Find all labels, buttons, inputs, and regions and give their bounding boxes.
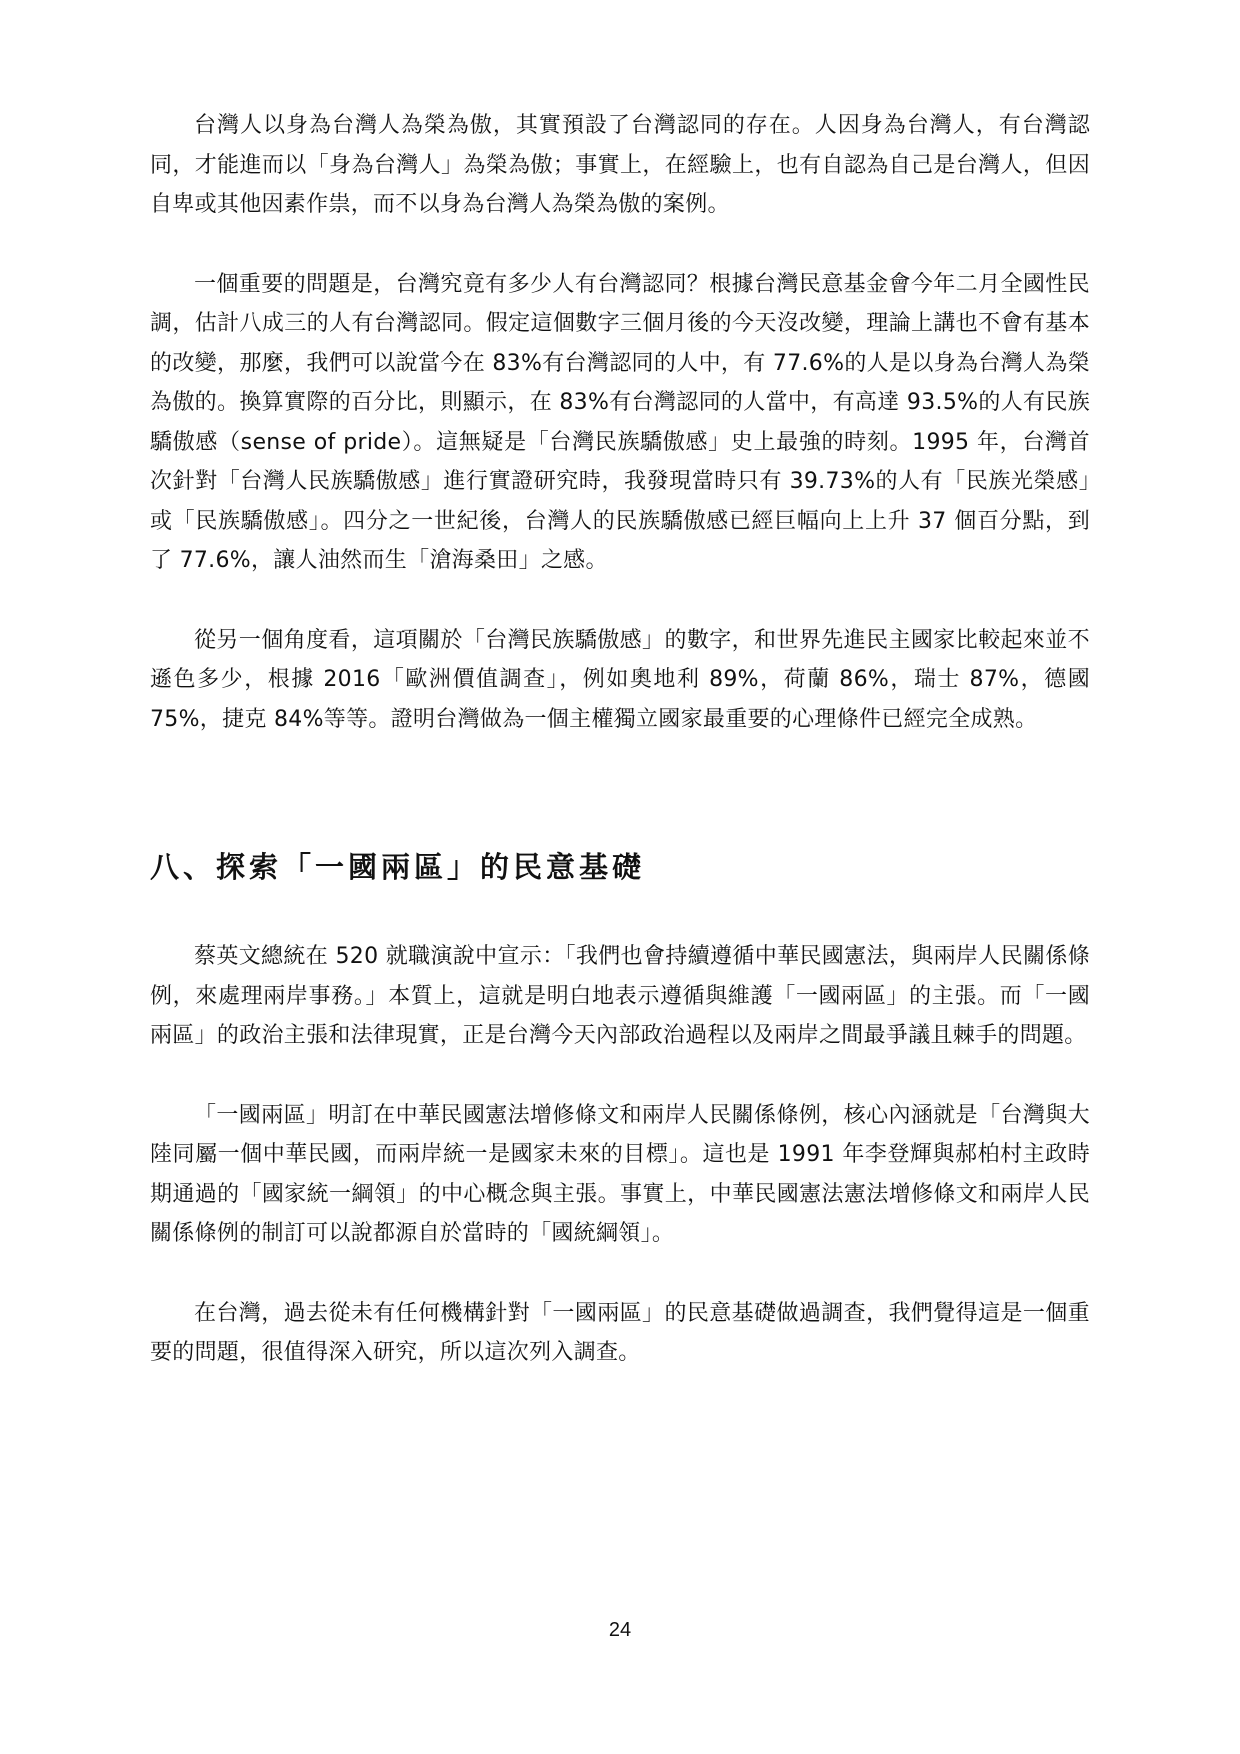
page-number: 24 [608, 1619, 632, 1641]
body-paragraph: 台灣人以身為台灣人為榮為傲，其實預設了台灣認同的存在。人因身為台灣人，有台灣認同，才能進而以「身為台灣人」為榮為傲；事實上，在經驗上，也有自認為自己是台灣人，但因自卑或其他因素作祟，而不以身為台灣人為榮為傲的案例。 [150, 113, 1090, 217]
paragraph-spacer [150, 1056, 1090, 1096]
body-paragraph: 在台灣，過去從未有任何機構針對「一國兩區」的民意基礎做過調查，我們覺得這是一個重要的問題，很值得深入研究，所以這次列入調查。 [150, 1300, 1090, 1365]
body-paragraph: 從另一個角度看，這項關於「台灣民族驕傲感」的數字，和世界先進民主國家比較起來並不遜色多少，根據 2016「歐洲價值調查」，例如奧地利 89%，荷蘭 86%，瑞士 87%，德國 75%，捷克 84%等等。證明台灣做為一個主權獨立國家最重要的心理條件已經完全成熟。 [150, 627, 1090, 732]
body-paragraph: 一個重要的問題是，台灣究竟有多少人有台灣認同？根據台灣民意基金會今年二月全國性民調，估計八成三的人有台灣認同。假定這個數字三個月後的今天沒改變，理論上講也不會有基本的改變，那麼，我們可以說當今在 83%有台灣認同的人中，有 77.6%的人是以身為台灣人為榮為傲的。換算實際的百分比，則顯示，在 83%有台灣認同的人當中，有高達 93.5%的人有民族驕傲感（sense of pride）。這無疑是「台灣民族驕傲感」史上最強的時刻。1995 年，台灣首次針對「台灣人民族驕傲感」進行實證研究時，我發現當時只有 39.73%的人有「民族光榮感」或「民族驕傲感」。四分之一世紀後，台灣人的民族驕傲感已經巨幅向上上升 37 個百分點，到了 77.6%，讓人油然而生「滄海桑田」之感。 [150, 271, 1090, 573]
paragraph-spacer [150, 581, 1090, 621]
section-heading: 八、探索「一國兩區」的民意基礎 [150, 850, 646, 884]
page-content [150, 106, 1090, 1373]
body-paragraph: 蔡英文總統在 520 就職演說中宣示：「我們也會持續遵循中華民國憲法，與兩岸人民關係條例，來處理兩岸事務。」本質上，這就是明白地表示遵循與維護「一國兩區」的主張。而「一國兩區」的政治主張和法律現實，正是台灣今天內部政治過程以及兩岸之間最爭議且棘手的問題。 [150, 944, 1090, 1048]
section-spacer [150, 739, 1090, 847]
heading-spacer [150, 887, 1090, 937]
paragraph-spacer [150, 225, 1090, 265]
body-paragraph: 「一國兩區」明訂在中華民國憲法增修條文和兩岸人民關係條例，核心內涵就是「台灣與大陸同屬一個中華民國，而兩岸統一是國家未來的目標」。這也是 1991 年李登輝與郝柏村主政時期通過的「國家統一綱領」的中心概念與主張。事實上，中華民國憲法憲法增修條文和兩岸人民關係條例的制訂可以說都源自於當時的「國統綱領」。 [150, 1102, 1090, 1246]
paragraph-spacer [150, 1254, 1090, 1294]
